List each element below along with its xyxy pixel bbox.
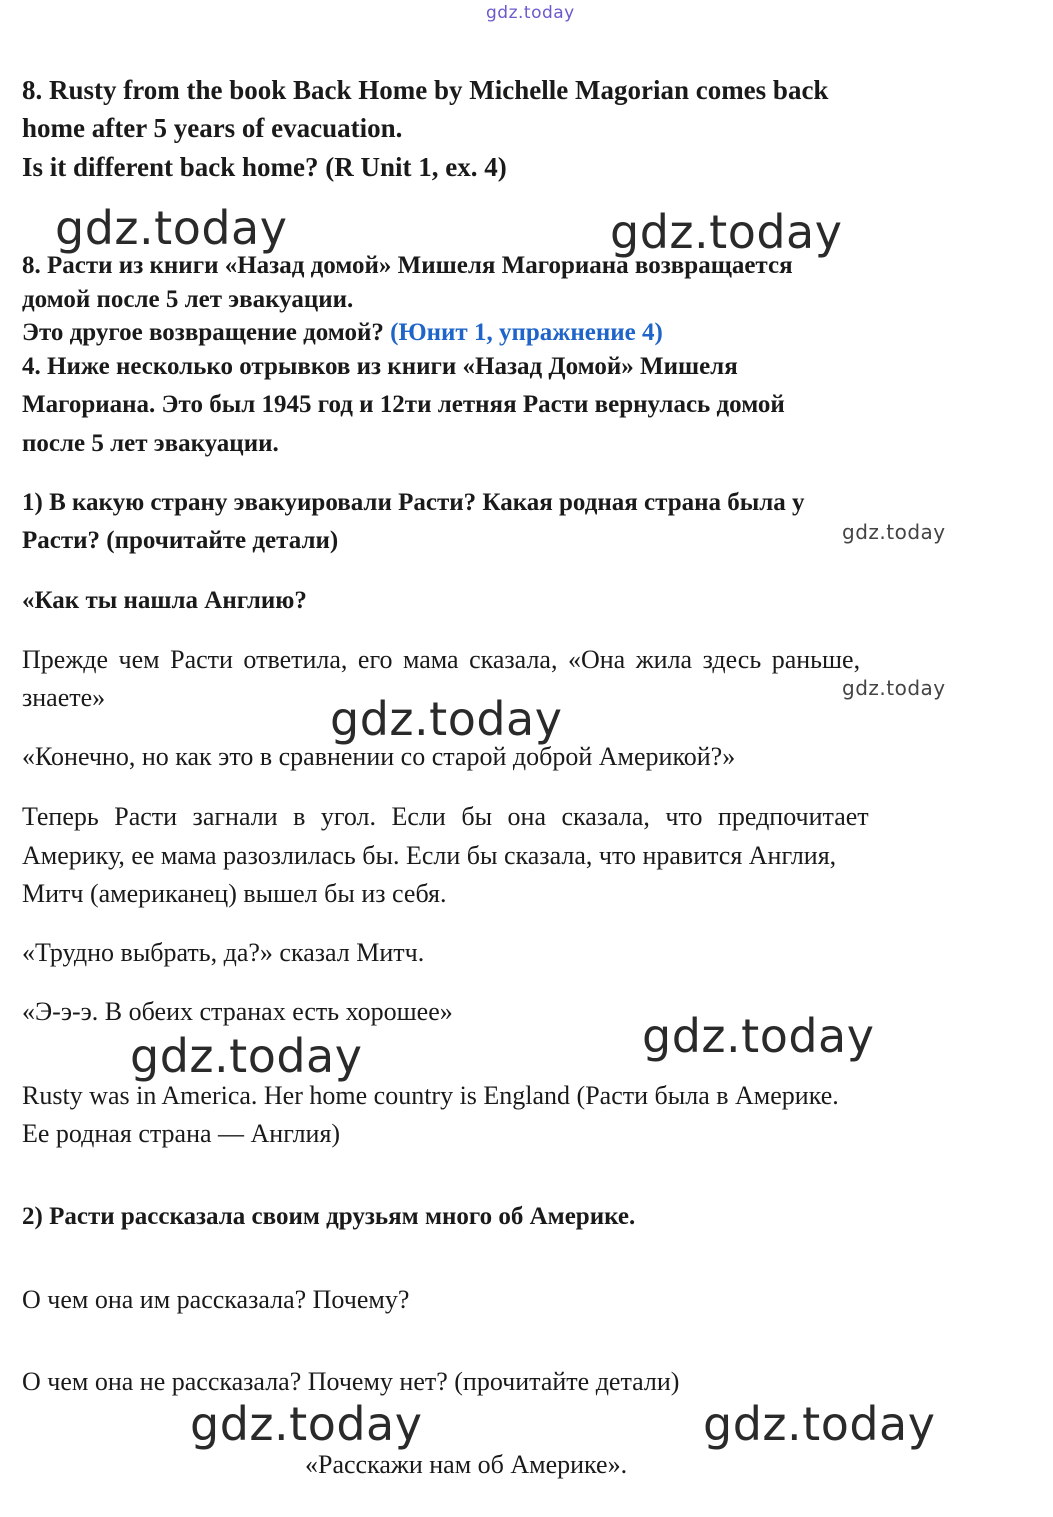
question-2-line-2: О чем она не рассказала? Почему нет? (прочитайте детали) <box>22 1367 680 1396</box>
excerpt-heading: «Как ты нашла Англию? <box>22 587 307 614</box>
answer-1-line-2: Ее родная страна — Англия) <box>22 1119 341 1148</box>
watermark: gdz.today <box>55 201 288 255</box>
excerpt-p4: «Трудно выбрать, да?» сказал Митч. <box>22 938 425 967</box>
question-2-line-1: О чем она им рассказала? Почему? <box>22 1285 410 1314</box>
task-en-line-1: 8. Rusty from the book Back Home by Michelle Magorian comes back <box>22 75 829 105</box>
excerpt-p3-line-2: Америку, ее мама разозлилась бы. Если бы сказала, что нравится Англия, <box>22 841 837 870</box>
task-ru-line-1: 8. Расти из книги «Назад домой» Мишеля Магориана возвращается <box>22 252 793 279</box>
intro-line-3: после 5 лет эвакуации. <box>22 430 279 457</box>
excerpt-p2: «Конечно, но как это в сравнении со старой доброй Америкой?» <box>22 742 736 771</box>
excerpt-p5: «Э-э-э. В обеих странах есть хорошее» <box>22 997 453 1026</box>
intro-line-2: Магориана. Это был 1945 год и 12ти летняя Расти вернулась домой <box>22 391 785 418</box>
watermark: gdz.today <box>190 1397 423 1451</box>
excerpt-p1-line-1: Прежде чем Расти ответила, его мама сказала, «Она жила здесь раньше, <box>22 645 861 674</box>
question-1-line-2: Расти? (прочитайте детали) <box>22 527 339 554</box>
question-2-quote: «Расскажи нам об Америке». <box>305 1450 628 1479</box>
watermark: gdz.today <box>703 1397 936 1451</box>
watermark-small: gdz.today <box>842 520 946 544</box>
excerpt-p1-line-2: знаете» <box>22 683 106 712</box>
watermark: gdz.today <box>642 1009 875 1063</box>
answer-1-line-1: Rusty was in America. Her home country is England (Расти была в Америке. <box>22 1081 839 1110</box>
task-en-line-2: home after 5 years of evacuation. <box>22 113 403 143</box>
question-2-heading: 2) Расти рассказала своим друзьям много об Америке. <box>22 1203 636 1230</box>
task-ru-reference: (Юнит 1, упражнение 4) <box>390 319 663 346</box>
task-ru-line-2: домой после 5 лет эвакуации. <box>22 286 354 313</box>
task-ru-line-3-text: Это другое возвращение домой? <box>22 319 391 346</box>
task-ru-line-3 <box>22 316 663 349</box>
watermark: gdz.today <box>330 692 563 746</box>
question-1-line-1: 1) В какую страну эвакуировали Расти? Какая родная страна была у <box>22 489 805 516</box>
watermark-top: gdz.today <box>486 3 575 23</box>
watermark: gdz.today <box>130 1029 363 1083</box>
excerpt-p3-line-3: Митч (американец) вышел бы из себя. <box>22 879 447 908</box>
watermark-small: gdz.today <box>842 676 946 700</box>
excerpt-p3-line-1: Теперь Расти загнали в угол. Если бы она сказала, что предпочитает <box>22 802 869 831</box>
task-en-line-3: Is it different back home? (R Unit 1, ex. 4) <box>22 152 507 182</box>
intro-line-1: 4. Ниже несколько отрывков из книги «Назад Домой» Мишеля <box>22 353 738 380</box>
watermark: gdz.today <box>610 205 843 259</box>
